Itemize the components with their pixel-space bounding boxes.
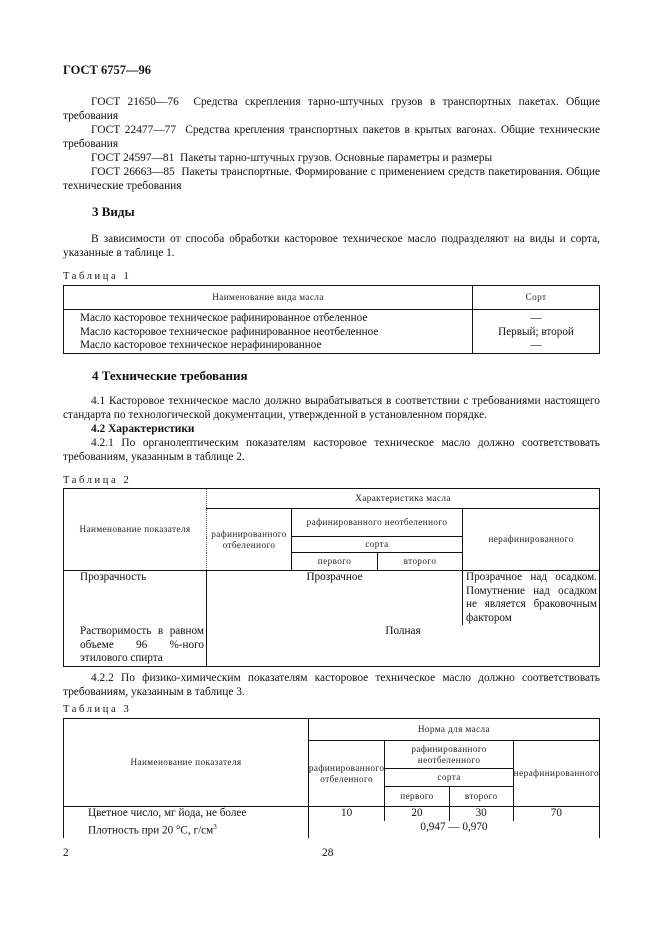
- table-3-caption: Таблица 3: [63, 704, 132, 715]
- paragraph: 4.1 Касторовое техническое масло должно вырабатываться в соответствии с требованиями настоящего стандарта по технологической документации, утвержденной в установленном порядке.: [63, 395, 600, 421]
- table-1: [63, 285, 600, 354]
- table-3: [63, 718, 600, 838]
- table-2-header-bleached: рафинированного отбеленного: [207, 509, 292, 571]
- table-row: Масло касторовое техническое рафинированное неотбеленное: [80, 325, 379, 338]
- table-cell: Прозрачное: [207, 571, 463, 626]
- table-row: Масло касторовое техническое нерафинированное: [80, 339, 322, 351]
- table-row-label: Прозрачность: [64, 571, 207, 626]
- table-2-header-unrefined: нерафинированного: [463, 509, 600, 571]
- table-cell: —: [530, 312, 542, 324]
- table-1-caption: Таблица 1: [63, 271, 132, 282]
- table-2-header-unbleached: рафинированного неотбеленного: [292, 509, 463, 537]
- table-cell: 0,947 — 0,970: [308, 821, 599, 838]
- table-3-header-bleached: рафинированного отбеленного: [308, 741, 384, 807]
- table-3-header-second: второго: [449, 787, 513, 807]
- table-row-label: Растворимость в равном объеме 96 %-ного этилового спирта: [64, 625, 207, 666]
- table-row-label: Плотность при 20 °С, $г/см^3$: [64, 821, 309, 838]
- table-3-header-unbleached: рафинированного неотбеленного: [385, 741, 513, 769]
- paragraph: 4.2.1 По органолептическим показателям касторовое техническое масло должно соответствовать требованиям, указанным в таблице 2.: [63, 437, 600, 463]
- table-cell: 70: [513, 807, 599, 821]
- table-3-header-unrefined: нерафинированного: [513, 741, 599, 807]
- table-2-header-second: второго: [378, 553, 463, 571]
- reference-item: ГОСТ 26663—85 Пакеты транспортные. Формирование с применением средств пакетирования. Общие технические требования: [63, 166, 601, 192]
- table-2: [63, 488, 600, 667]
- page-number-center: 28: [322, 847, 334, 859]
- reference-item: ГОСТ 22477—77 Средства крепления транспортных пакетов в крытых вагонах. Общие технические требования: [63, 124, 600, 150]
- section-3-text: [63, 232, 600, 260]
- reference-item: ГОСТ 21650—76 Средства скрепления тарно-штучных грузов в транспортных пакетах. Общие требования: [63, 96, 601, 122]
- reference-item: ГОСТ 24597—81 Пакеты тарно-штучных грузов. Основные параметры и размеры: [91, 152, 493, 164]
- table-1-names-cell: [64, 310, 473, 354]
- table-1-header-name: Наименование вида масла: [64, 286, 473, 310]
- superscript: 3: [213, 822, 217, 831]
- section-3-title: 3 Виды: [92, 204, 135, 219]
- table-2-header-sort: сорта: [292, 537, 463, 553]
- subsection-title: 4.2 Характеристики: [91, 423, 195, 435]
- table-cell: 20: [385, 807, 449, 821]
- document-header: ГОСТ 6757—96: [63, 63, 152, 77]
- table-cell: Первый; второй: [498, 325, 574, 338]
- section-4-text: [63, 394, 600, 464]
- paragraph: В зависимости от способа обработки касторовое техническое масло подразделяют на виды и сорта, указанные в таблице 1.: [63, 233, 600, 259]
- table-3-header-first: первого: [385, 787, 449, 807]
- table-2-caption: Таблица 2: [63, 475, 132, 486]
- table-2-header-first: первого: [292, 553, 378, 571]
- table-2-header-name: Наименование показателя: [64, 489, 207, 571]
- table-cell: —: [530, 339, 542, 351]
- table-cell: 10: [308, 807, 384, 821]
- table-3-header-group: Норма для масла: [308, 719, 599, 741]
- paragraph-422: [63, 671, 600, 699]
- section-4-title: 4 Технические требования: [92, 368, 248, 383]
- paragraph: 4.2.2 По физико-химическим показателям касторовое техническое масло должно соответствовать требованиям, указанным в таблице 3.: [63, 672, 600, 698]
- table-3-header-sort: сорта: [385, 769, 513, 787]
- table-row-label: Цветное число, мг йода, не более: [64, 807, 309, 821]
- table-3-header-name: Наименование показателя: [64, 719, 309, 807]
- table-cell: 30: [449, 807, 513, 821]
- page-number-left: 2: [63, 847, 69, 859]
- table-row: Масло касторовое техническое рафинированное отбеленное: [80, 312, 368, 324]
- table-1-header-grade: Сорт: [473, 286, 600, 310]
- table-2-header-group: Характеристика масла: [207, 489, 600, 509]
- table-cell: Полная: [207, 625, 600, 666]
- table-cell: Прозрачное над осадком. Помутнение над осадком не является браковочным фактором: [463, 571, 600, 626]
- references-block: [63, 95, 600, 193]
- table-1-grades-cell: [473, 310, 600, 354]
